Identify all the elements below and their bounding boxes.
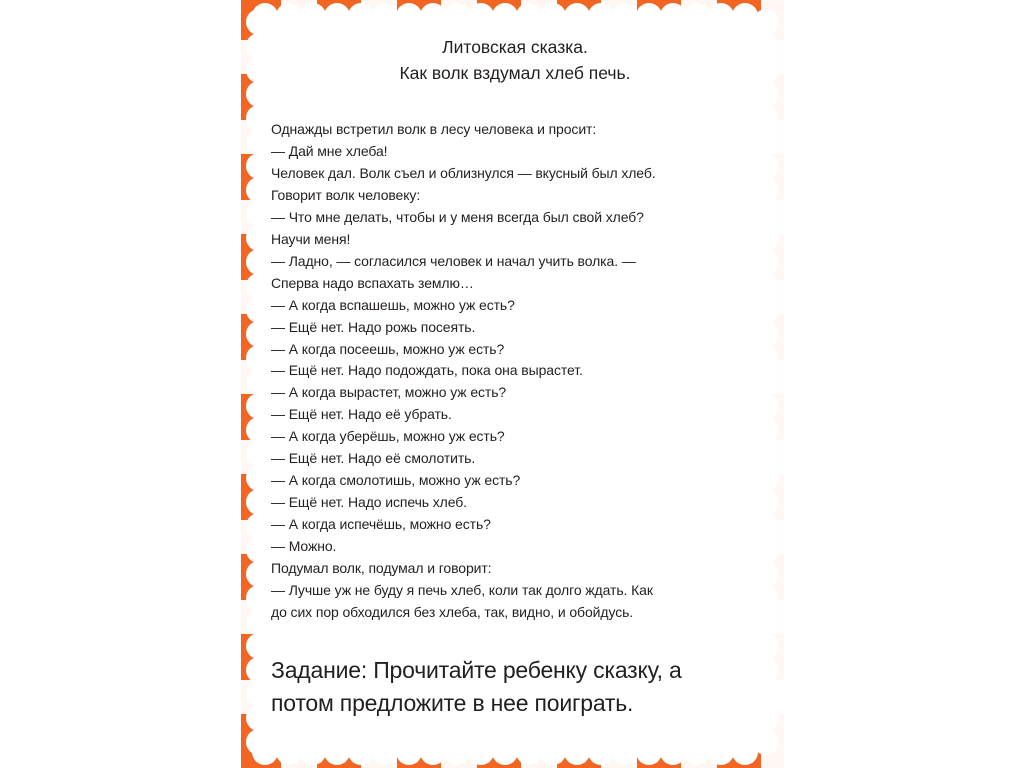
scallop — [324, 739, 350, 765]
scallop — [246, 633, 272, 659]
scallop — [753, 657, 779, 683]
scallop — [444, 739, 470, 765]
story-line: — Ладно, — согласился человек и начал учить волка. — — [271, 252, 636, 269]
scallop — [420, 739, 446, 765]
story-line: — Ещё нет. Надо подождать, пока она вырастет. — [271, 362, 583, 379]
scallop — [246, 297, 272, 323]
scallop — [612, 3, 638, 29]
scallop — [246, 681, 272, 707]
scallop — [348, 3, 374, 29]
scallop — [246, 489, 272, 515]
scallop — [246, 609, 272, 635]
story-text — [271, 119, 751, 624]
title-line-1: Литовская сказка. — [442, 37, 588, 57]
scallop — [246, 201, 272, 227]
scallop — [372, 739, 398, 765]
scallop — [753, 609, 779, 635]
scallop — [753, 537, 779, 563]
scallop — [246, 417, 272, 443]
scallop — [246, 369, 272, 395]
scallop — [753, 57, 779, 83]
scallop — [588, 739, 614, 765]
scallop — [516, 3, 542, 29]
scallop — [753, 489, 779, 515]
scallop — [753, 9, 779, 35]
scallop — [753, 681, 779, 707]
scallop — [246, 81, 272, 107]
scallop — [753, 561, 779, 587]
story-line: — Что мне делать, чтобы и у меня всегда был свой хлеб? — [271, 208, 644, 225]
scallop — [468, 739, 494, 765]
scallop — [276, 3, 302, 29]
scallop — [246, 105, 272, 131]
scallop — [753, 345, 779, 371]
scallop — [708, 739, 734, 765]
scallop — [753, 177, 779, 203]
scallop — [246, 153, 272, 179]
story-line: Говорит волк человеку: — [271, 186, 421, 203]
scallop — [564, 3, 590, 29]
scallop — [246, 273, 272, 299]
story-line: — Ещё нет. Надо её убрать. — [271, 406, 452, 423]
scallop — [246, 705, 272, 731]
scallop — [348, 739, 374, 765]
scallop — [753, 393, 779, 419]
scallop — [246, 129, 272, 155]
story-line: — А когда вырастет, можно уж есть? — [271, 384, 507, 401]
scallop — [753, 513, 779, 539]
scallop — [246, 465, 272, 491]
scallop — [246, 513, 272, 539]
scallop — [708, 3, 734, 29]
scallop — [246, 249, 272, 275]
scallop — [753, 441, 779, 467]
scallop — [246, 729, 272, 755]
scallop — [492, 3, 518, 29]
story-line: до сих пор обходился без хлеба, так, видно, и обойдусь. — [271, 603, 634, 620]
scallop — [753, 129, 779, 155]
story-line: Сперва надо вспахать землю… — [271, 274, 474, 291]
scallop — [276, 739, 302, 765]
scallop — [300, 739, 326, 765]
task-line-2: потом предложите в нее поиграть. — [271, 689, 634, 716]
scallop — [753, 297, 779, 323]
scallop — [753, 105, 779, 131]
story-line: — А когда посеешь, можно уж есть? — [271, 340, 505, 357]
scallop — [246, 9, 272, 35]
scallop — [753, 705, 779, 731]
scallop — [396, 3, 422, 29]
story-line: Подумал волк, подумал и говорит: — [271, 560, 492, 577]
scallop — [684, 739, 710, 765]
title-line-2: Как волк вздумал хлеб печь. — [399, 63, 631, 83]
scallop — [246, 321, 272, 347]
scallop — [588, 3, 614, 29]
scallop — [753, 153, 779, 179]
scallop — [753, 321, 779, 347]
scallop — [246, 177, 272, 203]
scallop — [246, 57, 272, 83]
scallop — [324, 3, 350, 29]
document-body — [271, 34, 751, 720]
scallop — [468, 3, 494, 29]
story-line: — Лучше уж не буду я печь хлеб, коли так долго ждать. Как — [271, 582, 653, 599]
story-line: — Ещё нет. Надо рожь посеять. — [271, 318, 476, 335]
scallop — [420, 3, 446, 29]
document-title — [279, 34, 751, 86]
scallop — [753, 369, 779, 395]
scallop — [753, 633, 779, 659]
scallop — [246, 393, 272, 419]
scallop — [540, 739, 566, 765]
scallop — [516, 739, 542, 765]
scallop — [444, 3, 470, 29]
scallop — [753, 465, 779, 491]
story-line: — Ещё нет. Надо её смолотить. — [271, 450, 476, 467]
scallop — [636, 3, 662, 29]
task-text — [271, 654, 751, 720]
scallop — [753, 225, 779, 251]
scallop — [246, 225, 272, 251]
story-line: — А когда вспашешь, можно уж есть? — [271, 296, 515, 313]
scallop — [753, 249, 779, 275]
scallop — [396, 739, 422, 765]
scallop — [753, 273, 779, 299]
scallop — [684, 3, 710, 29]
scallop — [753, 585, 779, 611]
scallop — [636, 739, 662, 765]
scallop — [753, 417, 779, 443]
scallop — [564, 739, 590, 765]
story-line: — А когда смолотишь, можно уж есть? — [271, 472, 521, 489]
scallop — [300, 3, 326, 29]
scallop — [246, 561, 272, 587]
scallop — [660, 3, 686, 29]
scallop — [246, 537, 272, 563]
task-line-1: Задание: Прочитайте ребенку сказку, а — [271, 656, 682, 683]
story-line: — Дай мне хлеба! — [271, 142, 388, 159]
story-line: — Можно. — [271, 538, 337, 555]
scallop — [540, 3, 566, 29]
scallop — [492, 739, 518, 765]
story-line: — А когда испечёшь, можно есть? — [271, 516, 491, 533]
scallop — [372, 3, 398, 29]
scallop — [753, 201, 779, 227]
scallop — [753, 81, 779, 107]
scallop — [246, 441, 272, 467]
scallop — [612, 739, 638, 765]
scallop — [753, 729, 779, 755]
story-line: — А когда уберёшь, можно уж есть? — [271, 428, 505, 445]
story-line: Человек дал. Волк съел и облизнулся — вкусный был хлеб. — [271, 164, 656, 181]
story-line: Однажды встретил волк в лесу человека и просит: — [271, 121, 597, 137]
scallop — [660, 739, 686, 765]
scallop — [246, 345, 272, 371]
scallop — [246, 585, 272, 611]
scallop — [246, 33, 272, 59]
story-line: — Ещё нет. Надо испечь хлеб. — [271, 494, 467, 511]
story-line: Научи меня! — [271, 230, 351, 247]
scallop — [246, 657, 272, 683]
scallop — [753, 33, 779, 59]
